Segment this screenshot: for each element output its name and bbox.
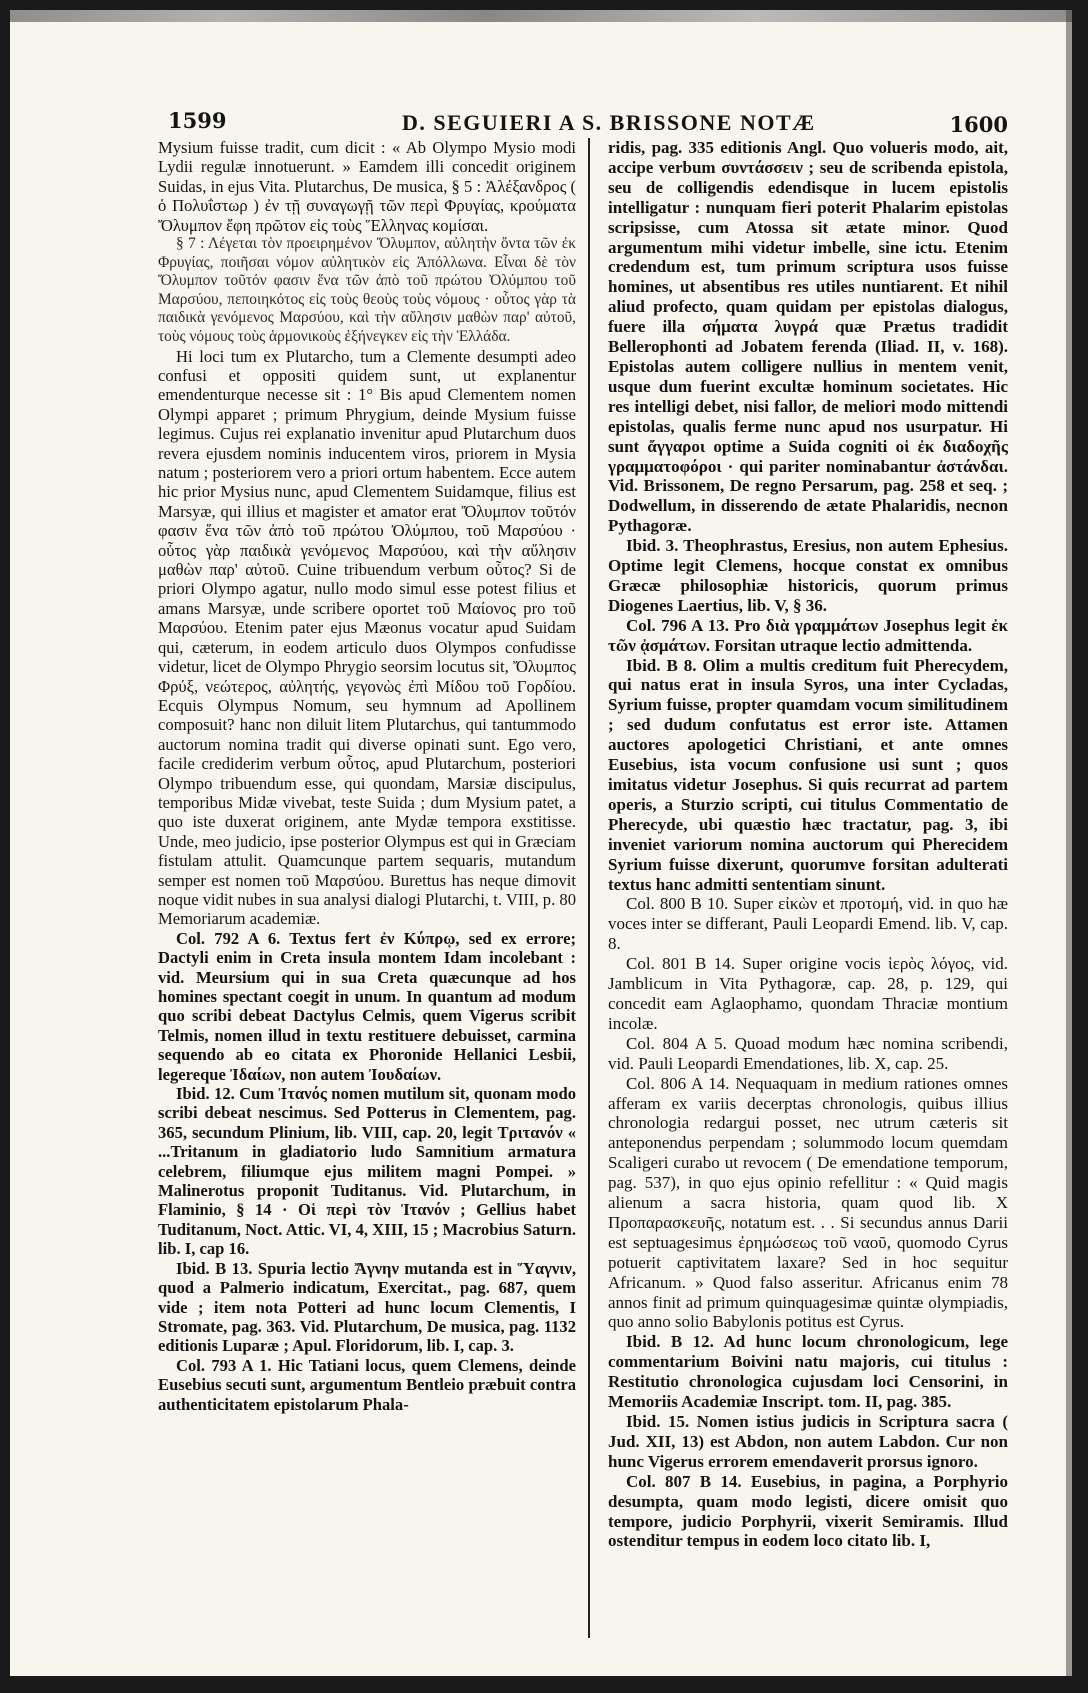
paragraph: Col. 796 A 13. Pro διὰ γραμμάτων Josephus legit ἐκ τῶν ᾀσμάτων. Forsitan utraque lectio admittenda.	[608, 615, 1008, 655]
running-title: D. SEGUIERI A S. BRISSONE NOTÆ	[402, 110, 816, 135]
paragraph: Ibid. B 13. Spuria lectio Ἄγνην mutanda est in Ὕαγνιν, quod a Palmerio indicatum, Exercitat., pag. 687, quem vide ; item nota Potteri ad hunc locum Clementis, I Stromate, pag. 363. Vid. Plutarchum, De musica, pag. 1132 editionis Luparæ ; Apul. Floridorum, lib. I, cap. 3.	[158, 1258, 576, 1356]
paragraph: ridis, pag. 335 editionis Angl. Quo volueris modo, ait, accipe verbum συντάσσειν ; seu de scribenda epistola, seu de colligendis edendisque in lucem epistolis intelligatur : nunquam fieri poterit Phalarim epistolas scripsisse, cum Atossa sit ætate minor. Quod argumentum mihi videtur imbelle, sine ictu. Etenim credendum est, tum primum scriptura usos fuisse homines, ut absentibus res utiles nuntiarent. Et nihil aliud profecto, quam quidam per epistolas dialogus, fuere illa σήματα λυγρά quæ Prætus tradidit Bellerophonti ad Jobatem ferenda (Iliad. II, v. 168). Epistolas autem colligere nullius in mentem venit, usque dum fuerint excultæ hominum societates. Hic res intelligi debet, nisi fallor, de meliori modo mittendi epistolas, qualis ferme nunc apud nos usurpatur. Hi sunt ἄγγαροι optime a Suida cogniti οἱ ἐκ διαδοχῆς γραμματοφόροι · qui pariter nominabantur ἀστάνδαι. Vid. Brissonem, De regno Persarum, pag. 258 et seq. ; Dodwellum, in disserendo de ætate Phalaridis, necnon Pythagoræ.	[608, 138, 1008, 536]
scan-right-edge	[1066, 10, 1072, 1676]
paragraph: Col. 806 A 14. Nequaquam in medium rationes omnes afferam ex variis decerptas chronologis, quibus illius chronologia redargui posset, nec utrum cæteris sit anteponendus perpendam ; solummodo locum quemdam Scaligeri curabo ut revocem ( De emendatione temporum, pag. 537), in quo ejus opinio refellitur : « Quid magis alienum a sacra historia, quam quod lib. X Προπαρασκευῆς, notatum est. . . Si secundus annus Darii est septuagesimus ἐρημώσεως τοῦ ναοῦ, quomodo Cyrus potuerit captivitatem laxare? Sed in hoc sequitur Africanum. » Quod falso asseritur. Africanus enim 78 annos finit ad primum quinquagesimæ quintæ olympiadis, quo anno solio Babylonis potitus est Cyrus.	[608, 1073, 1008, 1332]
paragraph: Col. 800 B 10. Super εἰκὼν et προτομή, vid. in quo hæ voces inter se differant, Pauli Leopardi Emend. lib. V, cap. 8.	[608, 894, 1008, 954]
page-number-right: 1600	[949, 112, 1008, 137]
paragraph: Hi loci tum ex Plutarcho, tum a Clemente desumpti adeo confusi et oppositi quidem sunt, ut explanentur emendenturque necesse sit : 1° Bis apud Clementem nomen Olympi apparet ; primum Phrygium, deinde Mysium fuisse legimus. Cujus rei explanatio invenitur apud Plutarchum duos revera ejusdem nominis inducentem viros, priorem in Mysia natum ; posteriorem vero a priori ortum habentem. Ecce autem hic prior Mysius nunc, apud Clementem Suidamque, filius est Marsyæ, qui illius et magister et amator erat Ὄλυμπον τοῦτόν φασιν ἕνα τῶν ἀπὸ τοῦ πρώτου Ὀλύμπου, τοῦ Μαρσύου · οὗτος γὰρ παιδικὰ γενόμενος Μαρσύου, καὶ τὴν αὔλησιν μαθὼν παρ' αὐτοῦ. Cuine tribuendum verbum οὗτος? Si de priori Olympo agatur, nullo modo simul esse potest filius et amans Marsyæ, unde scribere oportet τοῦ Μαίονος pro τοῦ Μαρσύου. Etenim pater ejus Mæonus vocatur apud Suidam qui, cæterum, in eodem articulo duos Olympos confudisse videtur, licet de Olympo Phrygio seorsim locutus sit, Ὄλυμπος Φρύξ, νεώτερος, αὐλητής, γεγονὼς ἐπὶ Μίδου τοῦ Γορδίου. Ecquis Olympus Nomum, seu hymnum ad Apollinem composuit? hanc non diluit litem Plutarchus, qui tantummodo auctorum nomina tradit qui diverse opinati sunt. Ego vero, facile crediderim verbum οὗτος, apud Plutarchum, posteriori Olympo tribuendum esse, qui quondam, Marsiæ discipulus, temporibus Midæ vivebat, teste Suida ; dum Mysium patet, a quo iste duxerat originem, ante Mydæ tempora exstitisse. Unde, meo judicio, ipse posterior Olympus est qui in Græciam fistulam attulit. Quamcunque partem sequaris, mutandum semper est nomen τοῦ Μαρσύου. Burettus has neque dimovit noque vidit nubes in sua analysi dialogi Plutarchi, t. VIII, p. 80 Memoriarum academiæ.	[158, 346, 576, 929]
left-column	[158, 138, 576, 1638]
right-column	[608, 138, 1008, 1638]
paragraph: Col. 801 B 14. Super origine vocis ἱερὸς λόγος, vid. Jamblicum in Vita Pythagoræ, cap. 28, p. 129, qui concedit eam Aglaophamo, quondam Thraciæ montium incolæ.	[608, 954, 1008, 1033]
paragraph: Ibid. 3. Theophrastus, Eresius, non autem Ephesius. Optime legit Clemens, hocque constat ex omnibus Græcæ philosophiæ historicis, quorum primus Diogenes Laertius, lib. V, § 36.	[608, 536, 1008, 615]
paragraph: Col. 792 A 6. Textus fert ἐν Κύπρῳ, sed ex errore; Dactyli enim in Creta insula montem Idam incolebant : vid. Meursium qui in sua Creta quæcunque ad hos homines spectant coegit in unum. In quantum ad modum quo scribi debeat Dactylus Celmis, quem Vigerus scribit Telmis, nomen illud in textu restituere debuisset, carmina sequendo ab eo citata ex Phoronide Hellanici Lesbii, legereque Ἰδαίων, non autem Ἰουδαίων.	[158, 928, 576, 1084]
page-number-left: 1599	[168, 108, 227, 133]
paragraph: Ibid. 15. Nomen istius judicis in Scriptura sacra ( Jud. XII, 13) est Abdon, non autem Labdon. Cur non hunc Vigerus errorem emendaverit prorsus ignoro.	[608, 1412, 1008, 1471]
paragraph: Mysium fuisse tradit, cum dicit : « Ab Olympo Mysio modi Lydii regulæ innotuerunt. » Eamdem illi concedit originem Suidas, in ejus Vita. Plutarchus, De musica, § 5 : Ἀλέξανδρος ( ὁ Πολυΐστωρ ) ἐν τῇ συναγωγῇ τῶν περὶ Φρυγίας, κρούματα Ὄλυμπον ἔφη πρῶτον εἰς τοὺς Ἕλληνας κομίσαι.	[158, 138, 576, 235]
paragraph: Col. 793 A 1. Hic Tatiani locus, quem Clemens, deinde Eusebius secuti sunt, argumentum Bentleio præbuit contra authenticitatem epistolarum Phala-	[158, 1355, 576, 1414]
greek-quotation: § 7 : Λέγεται τὸν προειρημένον Ὄλυμπον, αὐλητὴν ὄντα τῶν ἐκ Φρυγίας, ποιῆσαι νόμον αὐλητικὸν εἰς Ἀπόλλωνα. Εἶναι δὲ τὸν Ὄλυμπον τοῦτόν φασιν ἕνα τῶν ἀπὸ τοῦ πρώτου Ὀλύμπου τοῦ Μαρσύου, πεποιηκότος εἰς τοὺς θεοὺς τοὺς νόμους · οὗτος γὰρ τὰ παιδικὰ γενόμενος Μαρσύου, καὶ τὴν αὔλησιν μαθὼν παρ' αὐτοῦ, τοὺς νόμους τοὺς ἁρμονικοὺς ἐξήνεγκεν εἰς τὴν Ἑλλάδα.	[158, 235, 576, 345]
paragraph: Col. 807 B 14. Eusebius, in pagina, a Porphyrio desumpta, quam modo legisti, dicere omisit quo tempore, judicio Porphyrii, vixerit Semiramis. Illud ostenditur tempus in eodem loco citato lib. I,	[608, 1471, 1008, 1551]
paragraph: Ibid. B 8. Olim a multis creditum fuit Pherecydem, qui natus erat in insula Syros, una inter Cycladas, Syrium fuisse, propter quamdam vocum similitudinem ; sed dudum confutatus est error iste. Attamen auctores apologetici Christiani, et ante omnes Eusebius, ista vocum confusione usi sunt ; quos imitatus videtur Josephus. Si quis recurrat ad partem operis, a Sturzio scripti, cui titulus Commentatio de Pherecyde, ubi quæstio hæc tractatur, pag. 3, ibi inveniet variorum nomina auctorum qui Pherecidem Syrium fuisse dixerunt, quorumve forsitan adulterati textus hanc admitti sententiam sinunt.	[608, 655, 1008, 894]
paragraph: Col. 804 A 5. Quoad modum hæc nomina scribendi, vid. Pauli Leopardi Emendationes, lib. X, cap. 25.	[608, 1033, 1008, 1073]
paragraph: Ibid. 12. Cum Ἰτανός nomen mutilum sit, quonam modo scribi debeat nescimus. Sed Potterus in Clementem, pag. 365, secundum Plinium, lib. VIII, cap. 20, legit Τριτανόν « ...Tritanum in gladiatorio ludo Samnitium armatura celebrem, filiumque ejus militem magni Pompei. » Malinerotus proponit Tuditanus. Vid. Plutarchum, in Flaminio, § 14 · Οἱ περὶ τὸν Ἰτανόν ; Gellius habet Tuditanum, Noct. Attic. VI, 4, XIII, 15 ; Macrobius Saturn. lib. I, cap 16.	[158, 1084, 576, 1259]
page-header	[10, 108, 1072, 138]
document-page	[10, 10, 1072, 1676]
paragraph: Ibid. B 12. Ad hunc locum chronologicum, lege commentarium Boivini natu majoris, cui titulus : Restitutio chronologica cujusdam loci Censorini, in Memoriis Academiæ Inscript. tom. II, pag. 385.	[608, 1332, 1008, 1412]
column-divider	[588, 138, 590, 1638]
scan-top-edge	[10, 10, 1072, 22]
